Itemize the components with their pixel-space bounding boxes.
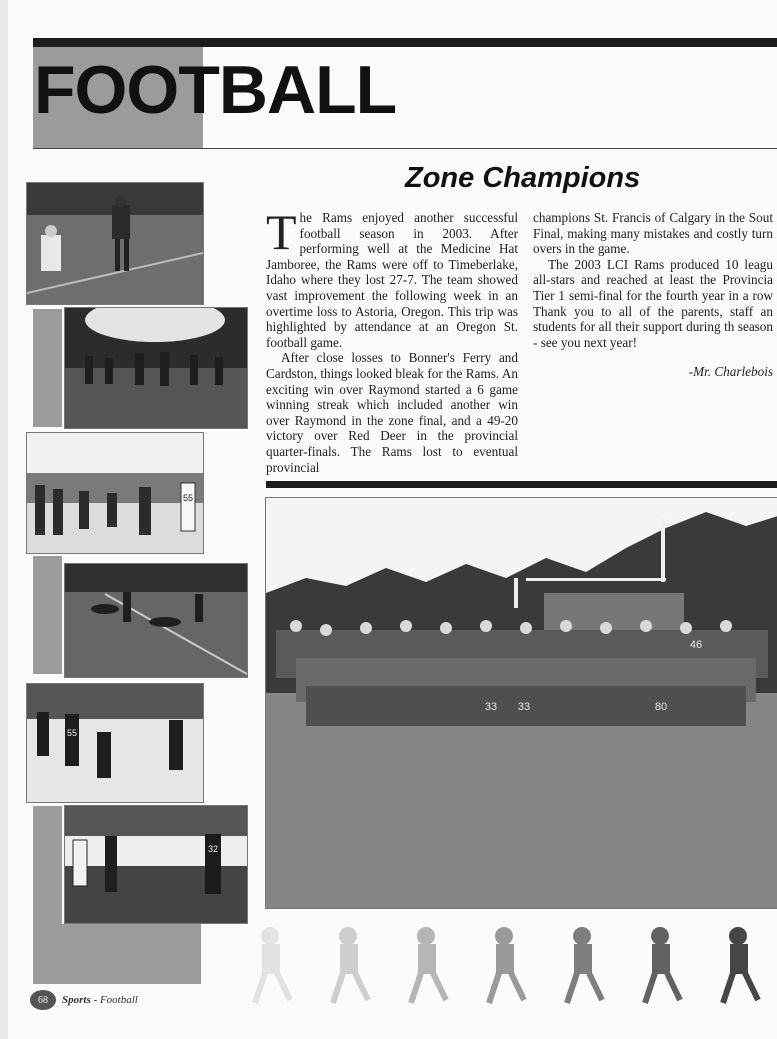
photo-night-game — [64, 307, 248, 429]
article-paragraph: The 2003 LCI Rams produced 10 leagu all-stars and reached at least the Provincia Tier 1 semi-final for the fourth year in a row Thank you to all of the parents, staff an students for all their support during th season - see you next year! — [533, 256, 773, 350]
page-folio — [30, 990, 138, 1010]
header-rule — [33, 38, 777, 47]
folio-separator: - — [90, 994, 100, 1006]
referee-jersey-number: 55 — [182, 493, 194, 503]
sidebar-gray-strip — [33, 806, 62, 924]
team-jersey-number: 33 — [484, 701, 498, 713]
author-signature: -Mr. Charlebois — [688, 364, 773, 380]
article-paragraph: he Rams enjoyed another successful football season in 2003. After performing well at the Medicine Hat Jamboree, the Rams were off to Timeberlake, Idaho where they lost 27-7. The team showed vast improvement the following week in an overtime loss to Astoria, Oregon. This trip was highlighted by attendance at an Oregon St. football game. — [266, 210, 518, 350]
runner-figure-icons — [255, 927, 758, 1003]
article-column-2 — [533, 210, 773, 380]
photo-running-play — [26, 683, 204, 803]
player-jersey-number: 55 — [66, 728, 78, 738]
photo-team — [265, 497, 777, 909]
team-jersey-number: 46 — [689, 639, 703, 651]
article-paragraph: champions St. Francis of Calgary in the Sout Final, making many mistakes and costly turn overs in the game. — [533, 210, 773, 257]
photo-coach-sideline — [26, 182, 204, 305]
page-number: 68 — [30, 990, 56, 1010]
subsection-label: Football — [99, 994, 138, 1006]
player-jersey-number: 32 — [207, 844, 219, 854]
photo-field-action — [64, 805, 248, 924]
sidebar-gray-strip — [33, 556, 62, 674]
article-subtitle: Zone Champions — [405, 162, 641, 194]
sidebar-gray-strip — [33, 309, 62, 427]
drop-cap: T — [266, 204, 297, 260]
team-jersey-number: 33 — [517, 701, 531, 713]
title-underline — [33, 148, 777, 149]
photo-referee-play — [26, 432, 204, 554]
photo-tackle-play — [64, 563, 248, 678]
page-title: FOOTBALL — [34, 52, 397, 128]
team-jersey-number: 80 — [654, 701, 668, 713]
article-column-1 — [266, 204, 518, 475]
footer-gray-block — [33, 924, 201, 984]
decorative-runner-figures — [250, 918, 777, 1018]
section-label: Sports — [62, 994, 91, 1006]
article-paragraph: After close losses to Bonner's Ferry and Cardston, things looked bleak for the Rams. An exciting win over Raymond started a 6 game winning streak which included another win over Raymond in the zone final, and a 49-20 victory over Red Deer in the provincial quarter-finals. The Rams lost to eventual provincial — [266, 350, 518, 475]
section-rule — [266, 481, 777, 488]
page-edge — [0, 0, 8, 1039]
